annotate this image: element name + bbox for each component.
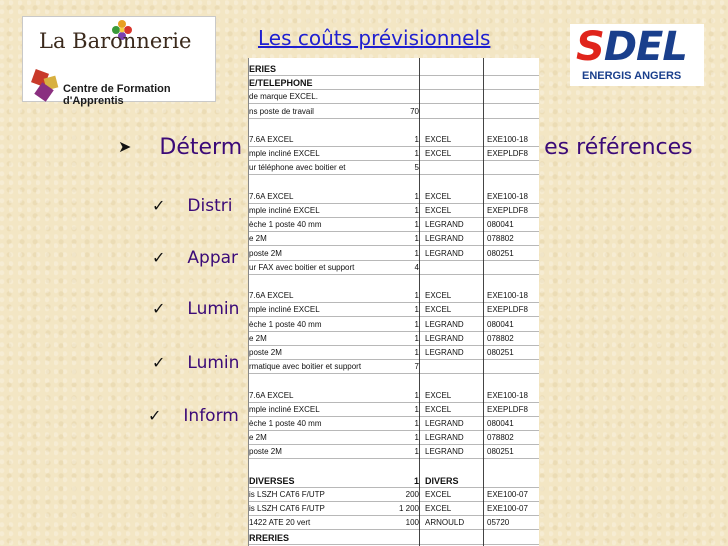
document-cell-name: e 2M [249,433,267,443]
document-cell-ref: 080041 [487,419,514,428]
row-rule [249,544,539,545]
document-cell-qty: 1 [414,305,419,315]
document-cell-qty: 1 [414,433,419,443]
document-cell-name: e 2M [249,234,267,244]
document-cell-brand: LEGRAND [425,348,464,357]
sub-item-1 [152,196,232,216]
row-rule [249,373,539,374]
row-rule [249,402,539,403]
document-cell-qty: 1 [414,319,419,329]
document-cell-name: is LSZH CAT6 F/UTP [249,504,325,514]
document-cell-name: E/TELEPHONE [249,78,313,89]
sdel-s: S [576,24,604,70]
sdel-del: DEL [603,24,687,70]
document-cell-name: èche 1 poste 40 mm [249,220,322,230]
row-rule [249,260,539,261]
document-cell-brand: LEGRAND [425,447,464,457]
document-cell-ref: EXEPLDF8 [487,149,528,159]
document-cell-qty: 1 [414,206,419,215]
document-cell-qty: 7 [414,362,419,372]
document-cell-qty: 100 [405,518,419,528]
quote-document-scan [248,58,539,546]
document-cell-brand: ARNOULD [425,518,465,528]
row-rule [249,331,539,332]
document-cell-brand: EXCEL [425,206,452,215]
document-cell-name: ur téléphone avec boitier et [249,163,346,173]
document-cell-name: poste 2M [249,348,282,357]
document-cell-name: 7.6A EXCEL [249,390,294,400]
document-cell-name: èche 1 poste 40 mm [249,319,322,329]
document-cell-name: 7.6A EXCEL [249,191,294,201]
document-cell-name: mple incliné EXCEL [249,206,320,215]
document-cell-name: 7.6A EXCEL [249,291,294,301]
document-cell-brand: EXCEL [425,191,452,201]
document-cell-qty: 1 [414,149,419,159]
document-cell-brand: EXCEL [425,135,452,144]
document-cell-brand: EXCEL [425,404,452,414]
document-cell-ref: EXEPLDF8 [487,206,528,215]
sdel-logo [570,24,704,86]
cfa-label: Centre de Formation d'Apprentis [63,83,171,107]
row-rule [249,515,539,516]
document-cell-ref: EXEPLDF8 [487,404,528,414]
row-rule [249,359,539,360]
document-cell-brand: EXCEL [425,149,452,159]
document-cell-qty: 1 [414,348,419,357]
document-cell-name: e 2M [249,333,267,343]
document-cell-name: 1422 ATE 20 vert [249,518,311,528]
document-cell-name: mple incliné EXCEL [249,305,320,315]
row-rule [249,487,539,488]
sub-item-label: Appar [187,248,239,268]
document-cell-ref: EXE100-07 [487,504,528,514]
checkmark-icon: ✓ [152,248,166,267]
document-cell-brand: DIVERS [425,475,459,486]
sub-item-label: Inform [183,406,239,426]
row-rule [249,89,539,90]
document-cell-qty: 1 [414,447,419,457]
document-cell-brand: EXCEL [425,490,452,499]
document-cell-name: poste 2M [249,248,282,258]
row-rule [249,75,539,76]
document-cell-qty: 1 [414,191,419,201]
row-rule [249,501,539,502]
checkmark-icon: ✓ [152,196,166,215]
document-cell-name: rmatique avec boitier et support [249,362,362,372]
document-cell-ref: 078802 [487,333,514,343]
document-cell-ref: 078802 [487,433,514,443]
sub-item-5 [148,406,239,426]
sub-item-2 [152,248,238,268]
main-bullet-prefix: Déterm [159,135,243,160]
document-cell-ref: 080041 [487,220,514,230]
document-cell-brand: EXCEL [425,504,452,514]
row-rule [249,444,539,445]
document-cell-ref: EXE100-18 [487,191,528,201]
main-bullet-suffix: es références [544,135,693,160]
document-cell-name: RRERIES [249,532,290,543]
document-cell-brand: LEGRAND [425,319,464,329]
document-cell-qty: 1 [414,234,419,244]
document-cell-ref: 080251 [487,348,514,357]
document-cell-brand: LEGRAND [425,333,464,343]
document-cell-name: ur FAX avec boitier et support [249,262,355,272]
sub-item-4 [152,353,239,373]
sdel-wordmark [576,24,687,70]
document-cell-ref: 05720 [487,518,510,528]
document-cell-qty: 200 [405,490,419,499]
document-cell-ref: EXE100-18 [487,291,528,301]
document-cell-qty: 5 [414,163,419,173]
document-cell-ref: 080041 [487,319,514,329]
row-rule [249,416,539,417]
row-rule [249,231,539,232]
document-cell-brand: EXCEL [425,291,452,301]
row-rule [249,274,539,275]
document-cell-name: 7.6A EXCEL [249,135,294,144]
sub-item-label: Lumin [187,353,240,373]
row-rule [249,345,539,346]
sub-item-label: Distri [187,196,233,216]
row-rule [249,146,539,147]
document-cell-ref: EXEPLDF8 [487,305,528,315]
document-cell-qty: 1 [414,220,419,230]
document-cell-qty: 1 200 [398,504,419,514]
document-cell-name: mple incliné EXCEL [249,149,320,159]
row-rule [249,160,539,161]
document-cell-qty: 4 [414,262,419,272]
row-rule [249,103,539,104]
row-rule [249,430,539,431]
document-cell-qty: 1 [414,390,419,400]
sub-item-label: Lumin [187,299,240,319]
document-cell-name: is LSZH CAT6 F/UTP [249,490,325,499]
document-cell-name: mple incliné EXCEL [249,404,320,414]
page-title: Les coûts prévisionnels [258,26,491,50]
baronnerie-name: La Baronnerie [39,29,192,53]
document-cell-name: de marque EXCEL. [249,92,318,102]
sdel-subtitle: ENERGIS ANGERS [582,70,682,82]
document-cell-qty: 70 [410,106,419,116]
document-cell-name: ERIES [249,64,277,74]
row-rule [249,174,539,175]
document-cell-name: èche 1 poste 40 mm [249,419,322,428]
document-cell-ref: 080251 [487,447,514,457]
row-rule [249,316,539,317]
document-cell-qty: 1 [414,291,419,301]
checkmark-icon: ✓ [152,353,166,372]
document-cell-qty: 1 [413,475,419,486]
document-cell-qty: 1 [414,135,419,144]
row-rule [249,203,539,204]
document-cell-brand: LEGRAND [425,248,464,258]
document-cell-qty: 1 [414,404,419,414]
document-cell-name: poste 2M [249,447,282,457]
document-cell-brand: LEGRAND [425,220,464,230]
document-cell-qty: 1 [414,419,419,428]
checkmark-icon: ✓ [152,299,166,318]
document-cell-name: DIVERSES [249,475,295,486]
document-cell-brand: LEGRAND [425,433,464,443]
row-rule [249,217,539,218]
document-cell-brand: EXCEL [425,390,452,400]
document-cell-ref: EXE100-18 [487,390,528,400]
document-cell-brand: LEGRAND [425,234,464,244]
document-cell-ref: 080251 [487,248,514,258]
checkmark-icon: ✓ [148,406,162,425]
sub-item-3 [152,299,239,319]
document-cell-name: ns poste de travail [249,106,314,116]
document-cell-ref: EXE100-07 [487,490,528,499]
row-rule [249,118,539,119]
document-cell-brand: EXCEL [425,305,452,315]
document-cell-qty: 1 [414,248,419,258]
document-cell-brand: LEGRAND [425,419,464,428]
baronnerie-logo [22,16,216,107]
row-rule [249,245,539,246]
row-rule [249,302,539,303]
row-rule [249,458,539,459]
arrow-bullet-icon: ➤ [118,137,132,156]
document-cell-ref: EXE100-18 [487,135,528,144]
row-rule [249,529,539,530]
document-cell-ref: 078802 [487,234,514,244]
document-cell-qty: 1 [414,333,419,343]
